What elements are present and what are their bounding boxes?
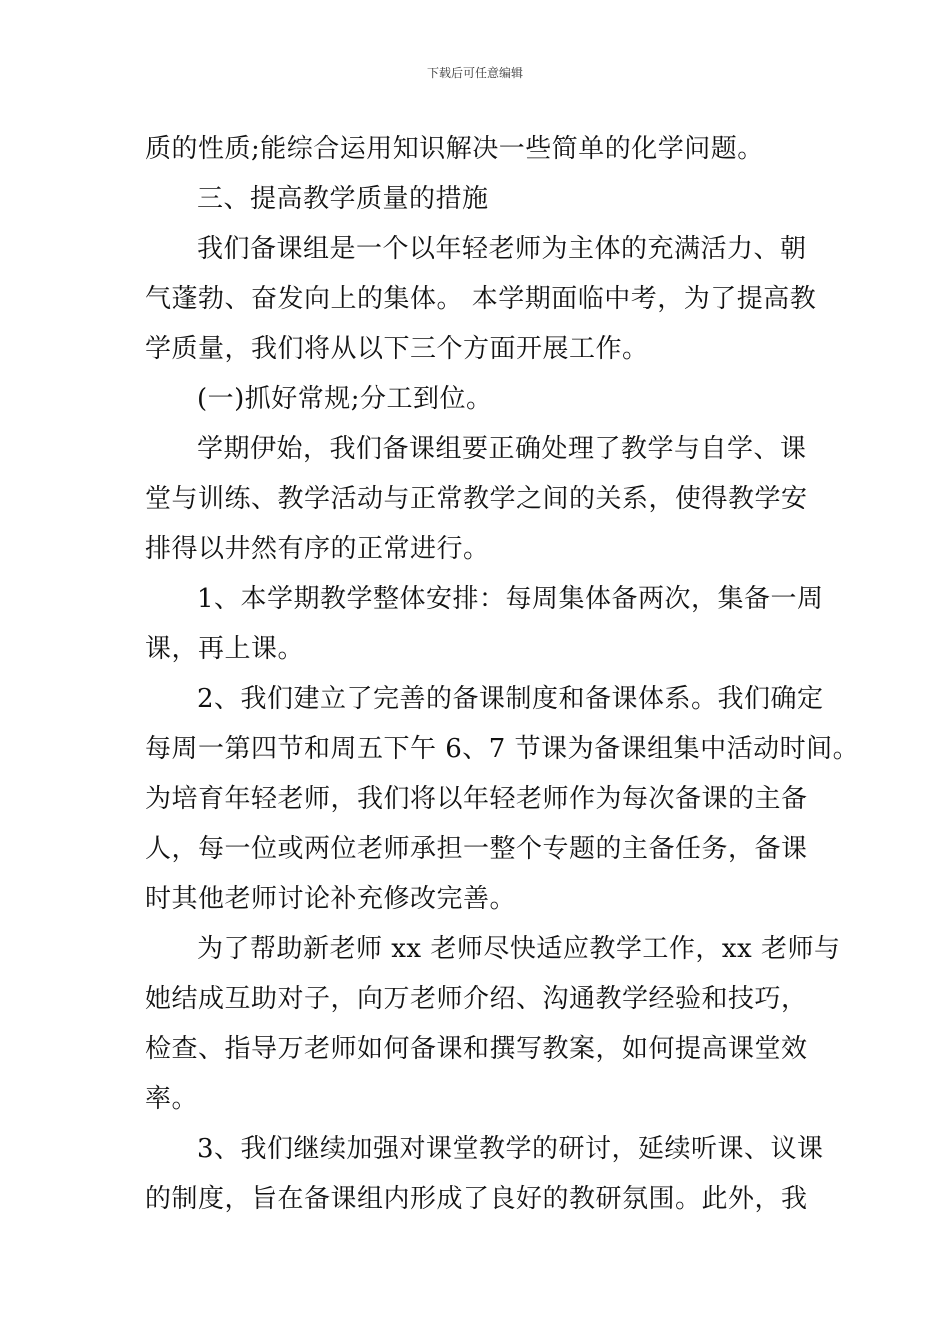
text-line: 气蓬勃、奋发向上的集体。 本学期面临中考，为了提高教 [145, 284, 817, 314]
text-line: 质的性质;能综合运用知识解决一些简单的化学问题。 [145, 134, 764, 164]
section-heading: 三、提高教学质量的措施 [197, 184, 489, 214]
text-line: 的制度，旨在备课组内形成了良好的教研氛围。此外，我 [145, 1184, 808, 1214]
text-line: 每周一第四节和周五下午 6、7 节课为备课组集中活动时间。 [145, 734, 860, 764]
text-line: 为了帮助新老师 xx 老师尽快适应教学工作，xx 老师与 [197, 934, 841, 964]
text-line: 为培育年轻老师，我们将以年轻老师作为每次备课的主备 [145, 784, 808, 814]
page-header: 下载后可任意编辑 [426, 66, 523, 80]
text-line: 学期伊始，我们备课组要正确处理了教学与自学、课 [197, 434, 807, 464]
text-line: 我们备课组是一个以年轻老师为主体的充满活力、朝 [197, 234, 807, 264]
text-line: 排得以井然有序的正常进行。 [145, 534, 490, 564]
text-line: 时其他老师讨论补充修改完善。 [145, 884, 517, 914]
text-line: 堂与训练、教学活动与正常教学之间的关系，使得教学安 [145, 484, 808, 514]
text-line: 人，每一位或两位老师承担一整个专题的主备任务，备课 [145, 834, 808, 864]
text-line: 检查、指导万老师如何备课和撰写教案，如何提高课堂效 [145, 1034, 808, 1064]
subsection-heading: (一)抓好常规;分工到位。 [197, 384, 493, 414]
text-line: 率。 [145, 1084, 199, 1114]
text-line: 课，再上课。 [145, 634, 305, 664]
text-line: 3、我们继续加强对课堂教学的研讨，延续听课、议课 [197, 1134, 824, 1164]
text-line: 2、我们建立了完善的备课制度和备课体系。我们确定 [197, 684, 824, 714]
text-line: 她结成互助对子，向万老师介绍、沟通教学经验和技巧， [145, 984, 808, 1014]
text-line: 1、本学期教学整体安排：每周集体备两次，集备一周 [197, 584, 824, 614]
text-line: 学质量，我们将从以下三个方面开展工作。 [145, 334, 649, 364]
